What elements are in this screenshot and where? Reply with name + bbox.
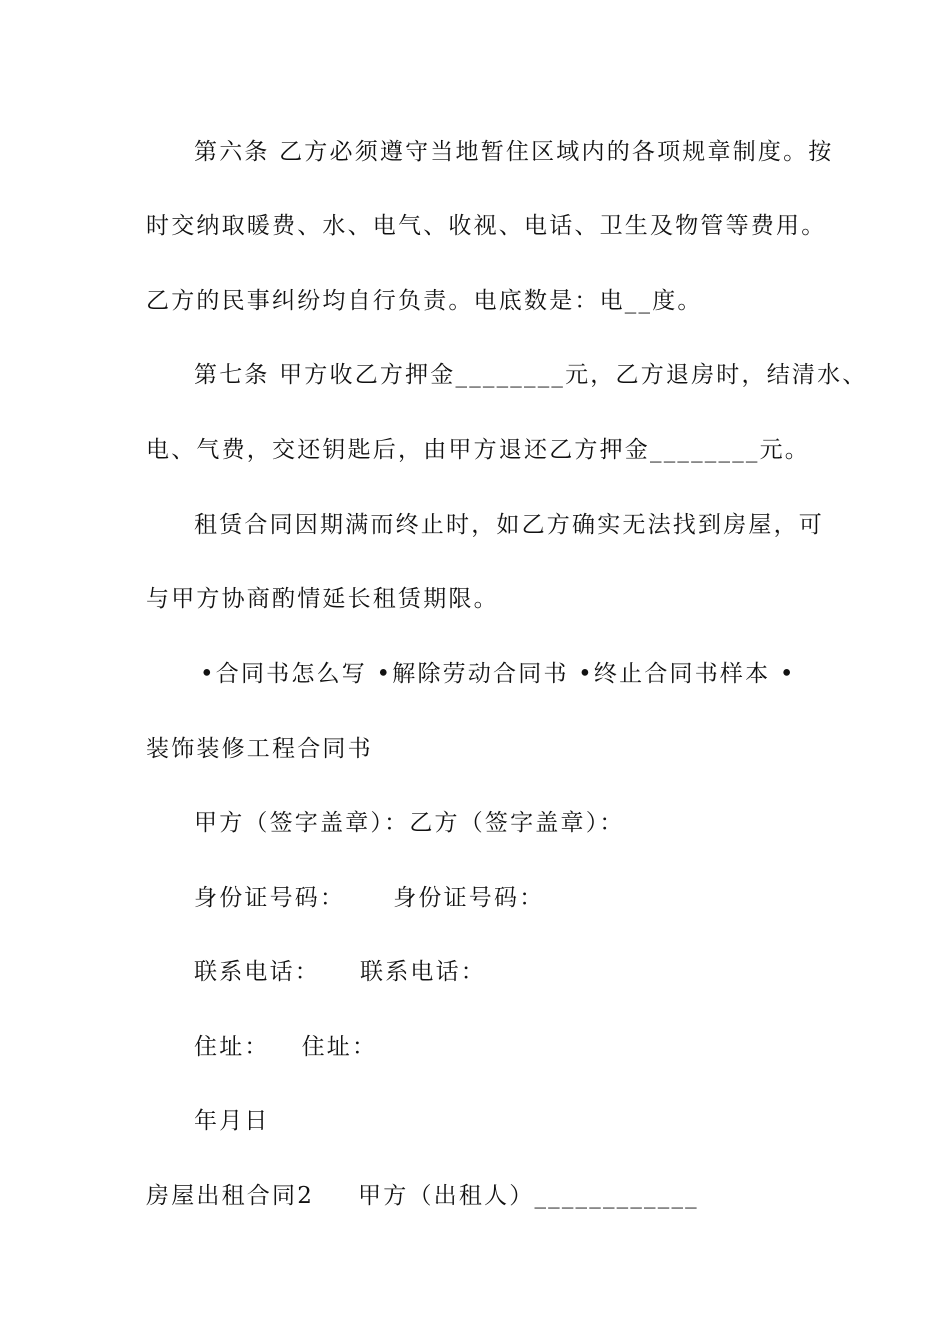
paragraph-article-6-line-3: 乙方的民事纠纷均自行负责。电底数是：电__度。	[146, 288, 703, 314]
next-contract-title: 房屋出租合同2	[146, 1183, 315, 1209]
party-a-signature-label: 甲方（签字盖章）：	[194, 810, 410, 836]
paragraph-article-7-line-2: 电、气费，交还钥匙后，由甲方退还乙方押金________元。	[146, 437, 810, 463]
paragraph-article-6-line-1: 第六条 乙方必须遵守当地暂住区域内的各项规章制度。按	[194, 139, 834, 165]
signature-row	[194, 808, 625, 838]
party-a-address-label: 住址：	[194, 1034, 270, 1060]
party-a-phone-label: 联系电话：	[194, 959, 320, 985]
paragraph-renewal-line-2: 与甲方协商酌情延长租赁期限。	[146, 586, 499, 612]
date-line: 年月日	[194, 1108, 270, 1134]
party-b-address-label: 住址：	[301, 1034, 378, 1060]
next-contract-party-a: 甲方（出租人）____________	[358, 1183, 699, 1209]
next-contract-row	[146, 1181, 699, 1211]
party-b-id-label: 身份证号码：	[393, 885, 545, 911]
paragraph-renewal-line-1: 租赁合同因期满而终止时，如乙方确实无法找到房屋，可	[194, 512, 824, 538]
related-links-line-2[interactable]: 装饰装修工程合同书	[146, 736, 373, 762]
party-a-id-label: 身份证号码：	[194, 885, 346, 911]
paragraph-article-6-line-2: 时交纳取暖费、水、电气、收视、电话、卫生及物管等费用。	[146, 213, 827, 239]
address-row	[194, 1032, 377, 1062]
phone-row	[194, 957, 486, 987]
paragraph-article-7-line-1: 第七条 甲方收乙方押金________元，乙方退房时，结清水、	[194, 362, 868, 388]
id-number-row	[194, 883, 544, 913]
party-b-phone-label: 联系电话：	[360, 959, 486, 985]
related-links-line-1[interactable]: •合同书怎么写 •解除劳动合同书 •终止合同书样本 •	[200, 661, 796, 687]
party-b-signature-label: 乙方（签字盖章）：	[409, 810, 625, 836]
